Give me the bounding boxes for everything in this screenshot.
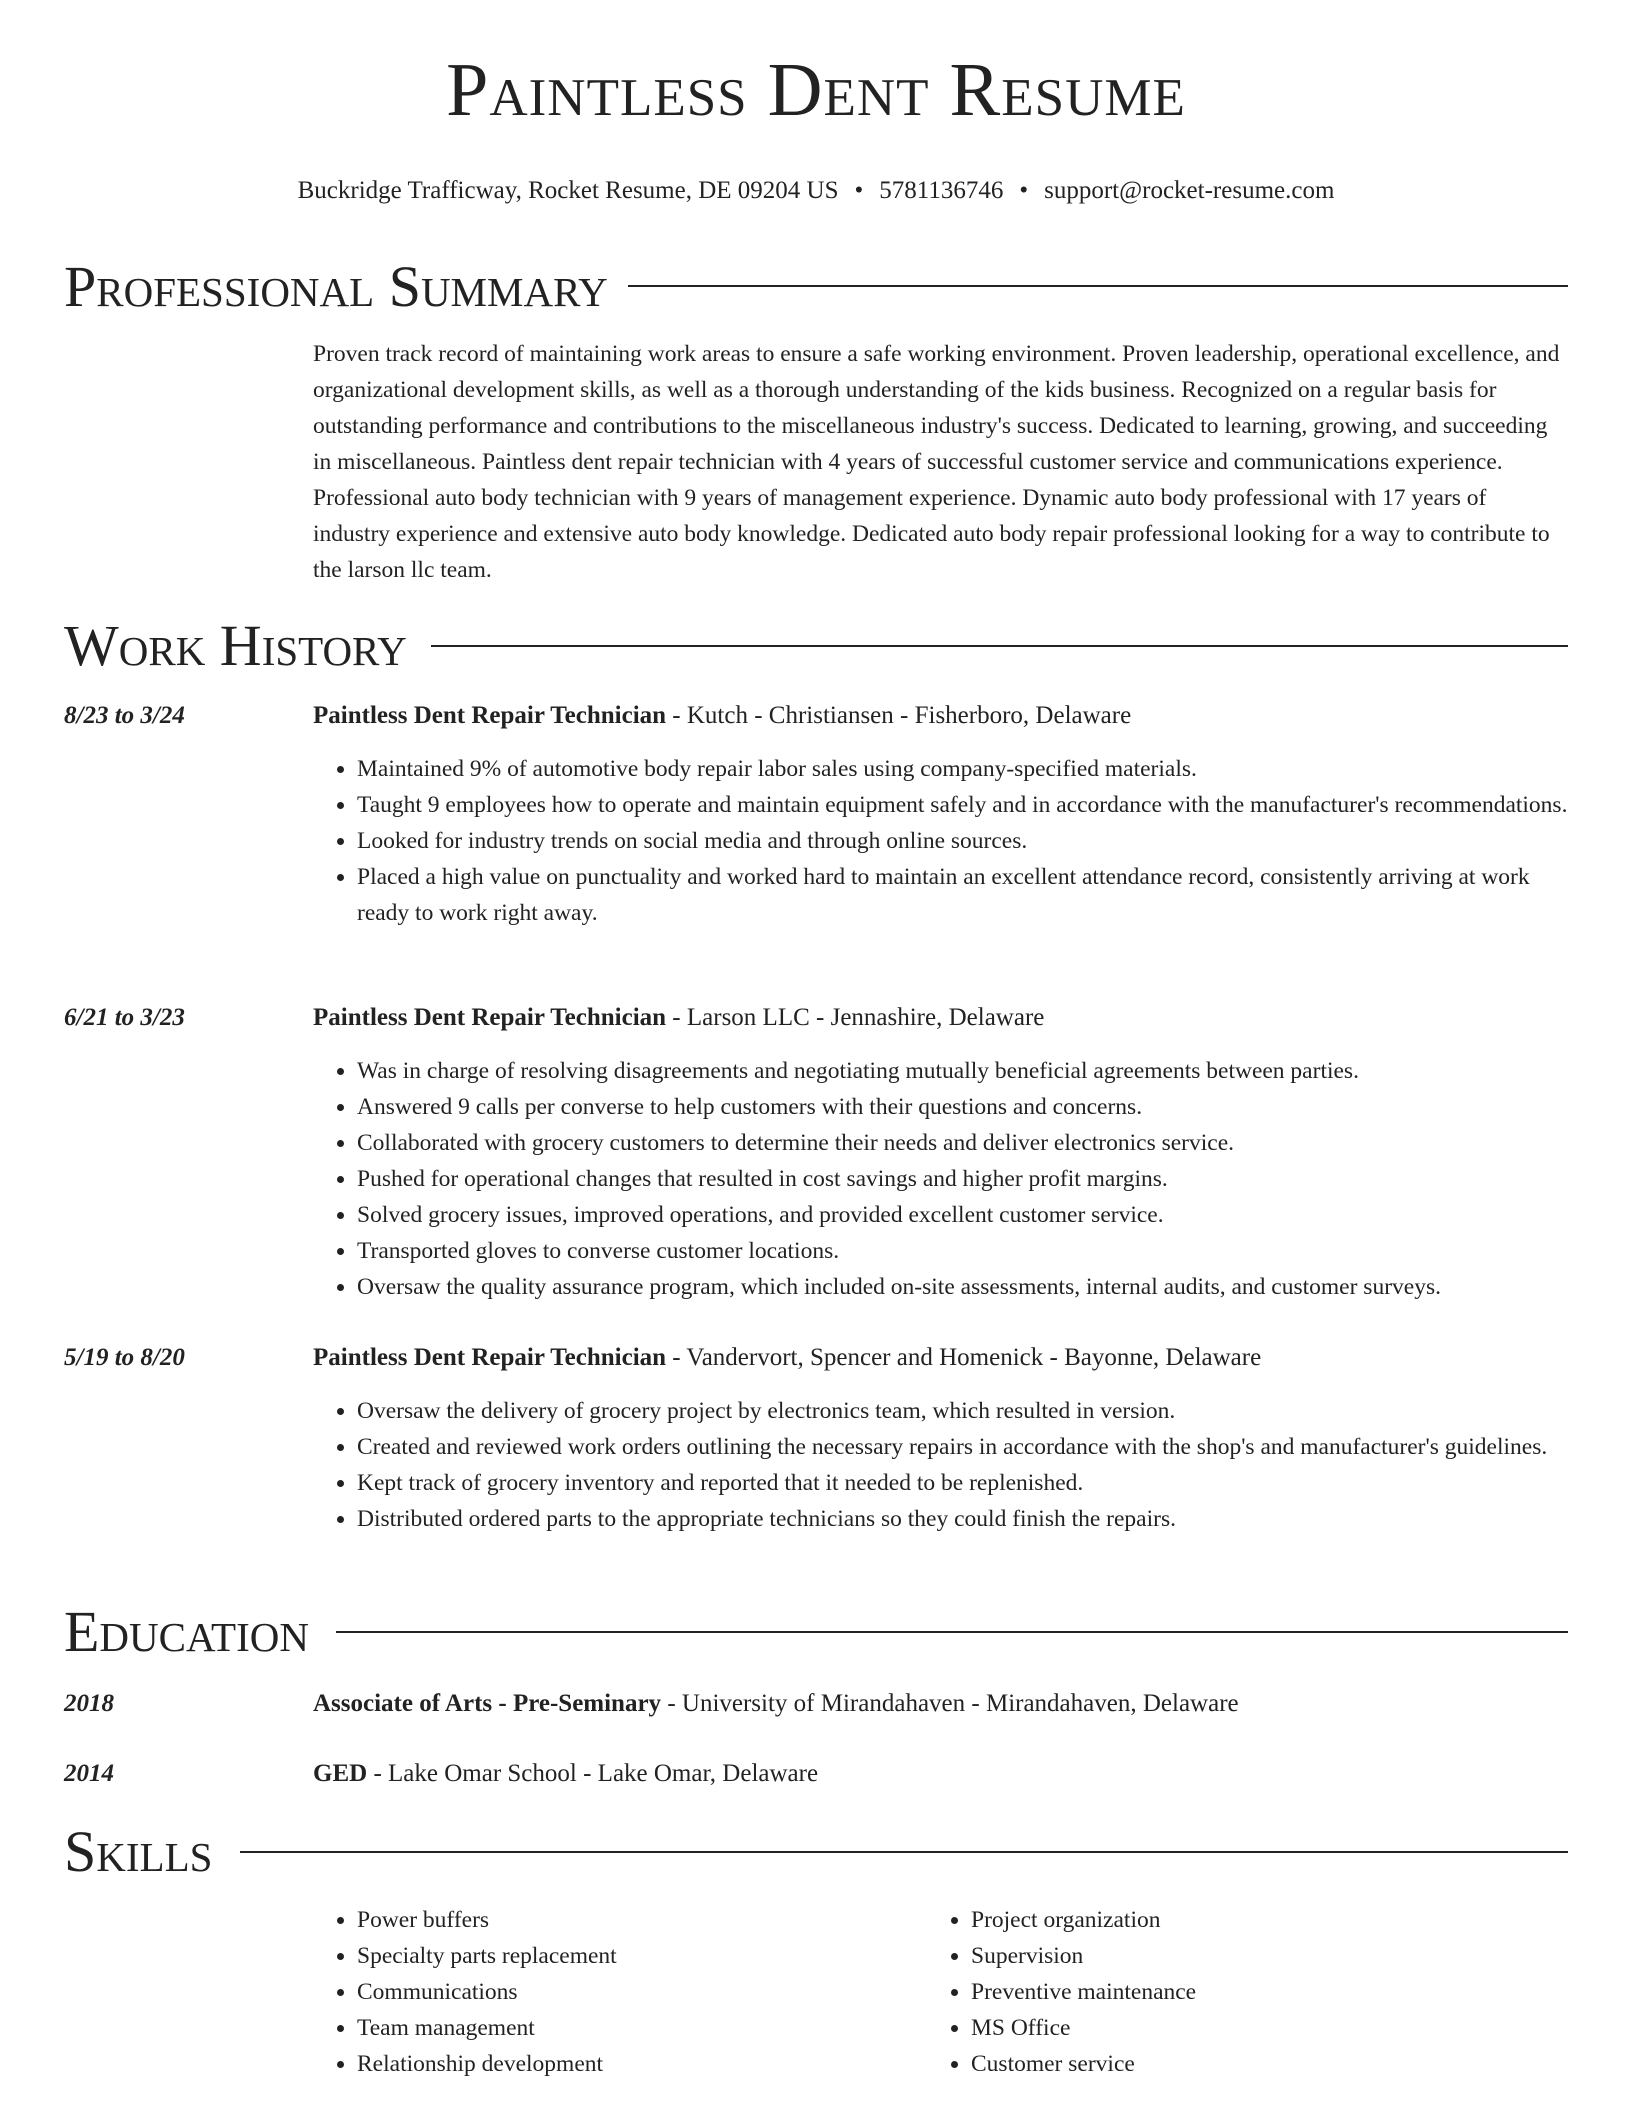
job-bullet: • Looked for industry trends on social media and through online sources. [357,823,1568,859]
resume-title: Paintless Dent Resume [446,48,1186,132]
education-year: 2018 [64,1690,114,1717]
job-heading [313,1000,1044,1036]
job-dates: 6/21 to 3/23 [64,1004,185,1031]
contact-separator: • [854,177,864,204]
section-title-work-history: Work History [64,613,407,678]
job-bullet: • Oversaw the quality assurance program, which included on-site assessments, internal audits, and customer surveys. [357,1269,1568,1305]
job-bullet: • Placed a high value on punctuality and worked hard to maintain an excellent attendance record, consistently arriving at work ready to work right away. [357,859,1568,931]
section-divider [431,645,1568,647]
section-title-summary: Professional Summary [64,254,608,319]
education-heading [313,1756,818,1792]
skill-item: • Supervision [971,1938,1527,1974]
skill-item: • MS Office [971,2010,1527,2046]
section-divider [628,285,1568,287]
job-details: - Larson LLC - Jennashire, Delaware [666,1004,1045,1031]
contact-separator: • [1019,177,1029,204]
section-divider [336,1631,1568,1633]
skill-item: • Specialty parts replacement [357,1938,913,1974]
job-bullet: • Collaborated with grocery customers to determine their needs and deliver electronics service. [357,1125,1568,1161]
job-bullet: • Answered 9 calls per converse to help customers with their questions and concerns. [357,1089,1568,1125]
job-bullets [313,751,1568,931]
job-bullet: • Kept track of grocery inventory and reported that it needed to be replenished. [357,1465,1568,1501]
skill-item: • Power buffers [357,1902,913,1938]
job-bullet: • Created and reviewed work orders outlining the necessary repairs in accordance with the shop's and manufacturer's guidelines. [357,1429,1568,1465]
skills-list-right [927,1902,1527,2082]
contact-address: Buckridge Trafficway, Rocket Resume, DE 09204 US [297,177,839,204]
contact-phone: 5781136746 [879,177,1004,204]
job-bullet: • Pushed for operational changes that resulted in cost savings and higher profit margins. [357,1161,1568,1197]
skill-item: • Team management [357,2010,913,2046]
education-year: 2014 [64,1760,114,1787]
job-bullet: • Was in charge of resolving disagreements and negotiating mutually beneficial agreements between parties. [357,1053,1568,1089]
education-degree: GED [313,1760,368,1787]
skill-item: • Preventive maintenance [971,1974,1527,2010]
education-details: - Lake Omar School - Lake Omar, Delaware [367,1760,819,1787]
job-role: Paintless Dent Repair Technician [313,1004,667,1031]
education-degree: Associate of Arts - Pre-Seminary [313,1690,662,1717]
job-bullet: • Oversaw the delivery of grocery project by electronics team, which resulted in version. [357,1393,1568,1429]
skill-item: • Communications [357,1974,913,2010]
contact-line [0,176,1632,206]
education-heading [313,1686,1239,1722]
skill-item: • Customer service [971,2046,1527,2082]
job-bullet: • Distributed ordered parts to the appropriate technicians so they could finish the repairs. [357,1501,1568,1537]
job-bullet: • Solved grocery issues, improved operations, and provided excellent customer service. [357,1197,1568,1233]
job-bullets [313,1053,1568,1305]
skill-item: • Relationship development [357,2046,913,2082]
skills-list-left [313,1902,913,2082]
section-divider [240,1851,1568,1853]
section-title-education: Education [64,1599,309,1664]
job-details: - Vandervort, Spencer and Homenick - Bayonne, Delaware [666,1344,1262,1371]
job-bullet: • Transported gloves to converse customer locations. [357,1233,1568,1269]
education-details: - University of Mirandahaven - Mirandahaven, Delaware [661,1690,1239,1717]
summary-text: Proven track record of maintaining work areas to ensure a safe working environment. Proven leadership, operational excellence, and organizational development skills, as well as a thorough understanding of the kids business. Recognized on a regular basis for outstanding performance and contributions to the miscellaneous industry's success. Dedicated to learning, growing, and succeeding in miscellaneous. Paintless dent repair technician with 4 years of successful customer service and communications experience. Professional auto body technician with 9 years of management experience. Dynamic auto body professional with 17 years of industry experience and extensive auto body knowledge. Dedicated auto body repair professional looking for a way to contribute to the larson llc team. [313,341,1560,583]
contact-email: support@rocket-resume.com [1044,177,1335,204]
job-heading [313,1340,1261,1376]
job-role: Paintless Dent Repair Technician [313,702,667,729]
job-dates: 8/23 to 3/24 [64,702,185,729]
job-details: - Kutch - Christiansen - Fisherboro, Delaware [666,702,1132,729]
job-heading [313,698,1131,734]
job-role: Paintless Dent Repair Technician [313,1344,667,1371]
job-bullet: • Maintained 9% of automotive body repair labor sales using company-specified materials. [357,751,1568,787]
job-dates: 5/19 to 8/20 [64,1344,185,1371]
section-title-skills: Skills [64,1819,213,1884]
job-bullet: • Taught 9 employees how to operate and maintain equipment safely and in accordance with the manufacturer's recommendations. [357,787,1568,823]
job-bullets [313,1393,1568,1537]
skill-item: • Project organization [971,1902,1527,1938]
